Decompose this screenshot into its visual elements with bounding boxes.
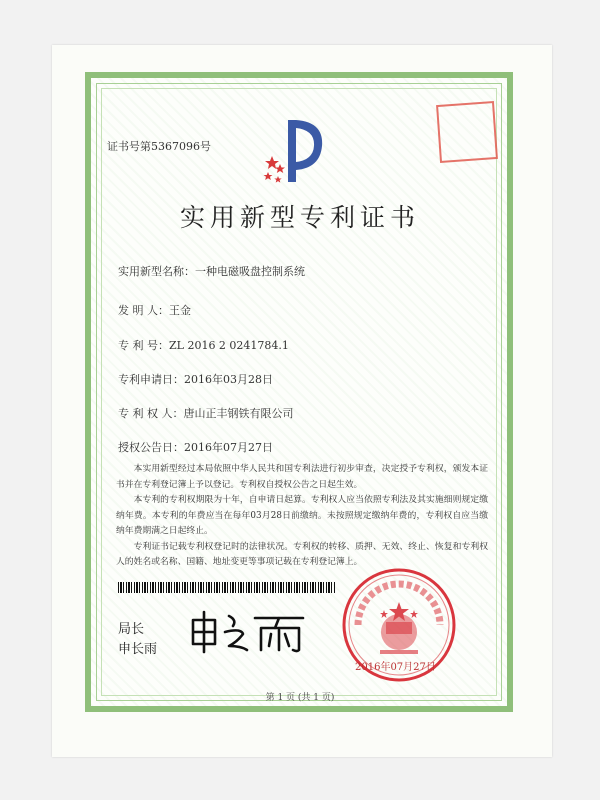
certificate-title: 实用新型专利证书	[179, 203, 420, 232]
body-paragraph: 本实用新型经过本局依照中华人民共和国专利法进行初步审查，决定授予专利权，颁发本证书并在专利登记簿上予以登记。专利权自授权公告之日起生效。	[116, 464, 488, 490]
field-patentee	[118, 405, 294, 421]
seal-date: 2016年07月27日	[355, 662, 436, 673]
field-value: 2016年03月28日	[184, 373, 273, 386]
field-value: 唐山正丰钢铁有限公司	[183, 407, 294, 420]
field-label: 授权公告日：	[118, 441, 184, 454]
field-inventor	[118, 302, 191, 318]
director-signature	[185, 606, 315, 656]
top-right-stamp	[436, 101, 498, 163]
field-label: 发 明 人：	[118, 304, 169, 317]
field-value: 一种电磁吸盘控制系统	[195, 265, 305, 278]
director-name: 申长雨	[118, 642, 158, 657]
body-paragraph: 专利证书记载专利权登记时的法律状况。专利权的转移、质押、无效、终止、恢复和专利权人的姓名或名称、国籍、地址变更等事项记载在专利登记簿上。	[116, 541, 488, 567]
body-paragraph: 本专利的专利权期限为十年，自申请日起算。专利权人应当依照专利法及其实施细则规定缴纳年费。本专利的年费应当在每年03月28日前缴纳。未按照规定缴纳年费的，专利权自应当缴纳年费期满之日起终止。	[116, 495, 488, 536]
field-label: 专利申请日：	[118, 373, 184, 386]
field-value: ZL 2016 2 0241784.1	[169, 339, 289, 352]
field-grant-date	[118, 439, 273, 455]
field-patent-number	[118, 337, 289, 353]
page-number: 第 1 页 (共 1 页)	[265, 693, 335, 703]
field-utility-model-name	[118, 263, 305, 279]
director-title: 局长	[118, 622, 145, 637]
certificate-number: 证书号第5367096号	[107, 140, 211, 153]
certificate-body	[116, 462, 488, 571]
field-label: 实用新型名称：	[118, 265, 195, 278]
field-application-date	[118, 371, 273, 387]
field-label: 专 利 权 人：	[118, 407, 184, 420]
field-value: 2016年07月27日	[184, 441, 273, 454]
field-label: 专 利 号：	[118, 339, 169, 352]
field-value: 王金	[169, 304, 191, 317]
barcode	[118, 582, 336, 593]
patent-office-emblem-icon	[258, 112, 328, 190]
